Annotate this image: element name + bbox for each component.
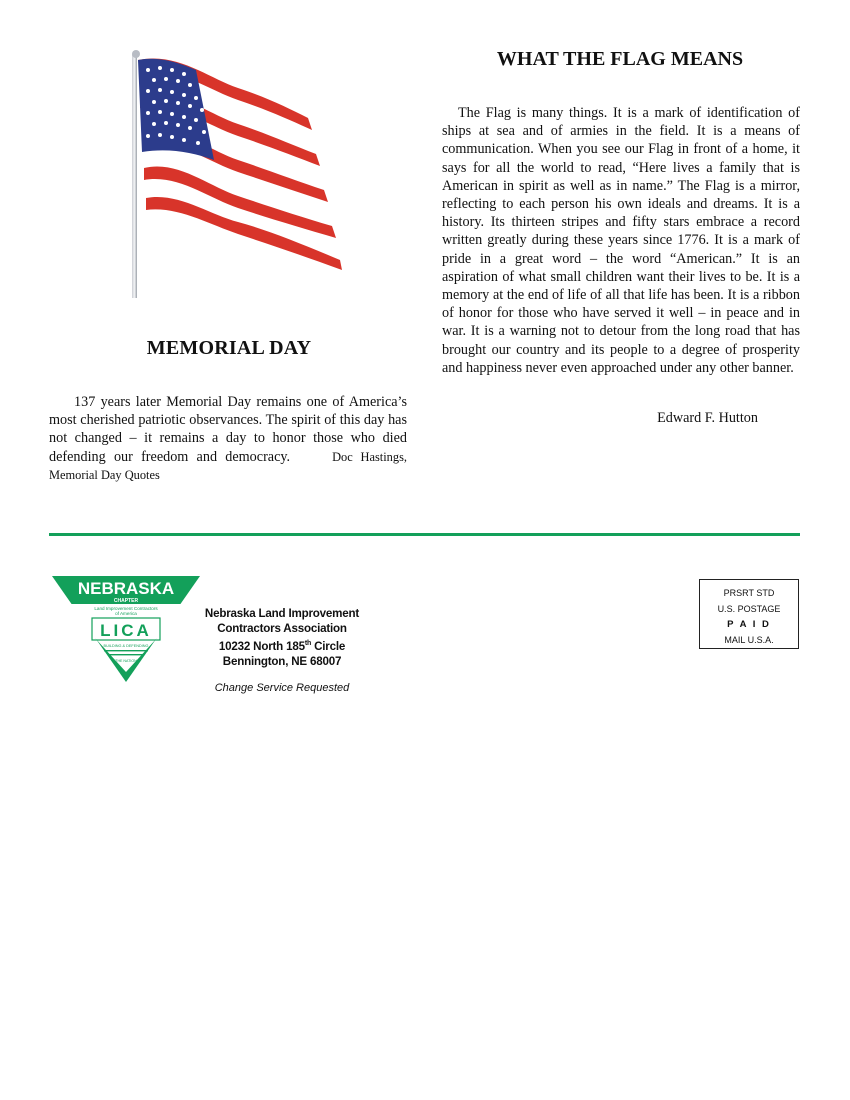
- nebraska-lica-logo: [50, 574, 202, 684]
- address-street: 10232 North 185th Circle: [218, 639, 346, 653]
- logo-acronym: LICA: [100, 621, 152, 640]
- indicia-line-2: U.S. POSTAGE: [717, 603, 781, 614]
- section-divider: [49, 533, 800, 536]
- postage-indicia: [699, 579, 799, 649]
- memorial-day-heading: MEMORIAL DAY: [146, 337, 312, 359]
- indicia-paid: P A I D: [727, 619, 771, 630]
- address-line-1: Nebraska Land Improvement: [204, 607, 360, 620]
- flag-means-heading: WHAT THE FLAG MEANS: [496, 48, 744, 70]
- flag-means-body: The Flag is many things. It is a mark of identification of ships at sea and of armies in the field. It is a means of communication. When you see our Flag in front of a home, it says for all the world to read, “Here lives a family that is American in spirit as well as in name.” The Flag is a mirror, reflecting to each person his own ideals and dreams. It is a history. Its thirteen stripes and fifty stars embrace a record written greatly during these years since 1776. It is a mark of pride in a great word – the word “American.” It is an aspiration of what small children want their lives to be. It is a memory at the end of life of all that life has been. It is a ribbon of honor for those who have served it well – in peace and in war. It is a warning not to detour from the long road that has brought our country and its people to a degree of prosperity and happiness never even approached under any other banner.: [442, 105, 800, 376]
- logo-state-text: NEBRASKA: [77, 579, 175, 598]
- flag-means-signature: Edward F. Hutton: [657, 410, 758, 426]
- indicia-line-4: MAIL U.S.A.: [724, 634, 774, 645]
- flagpole: [132, 54, 137, 298]
- logo-sub: THE NATION: [115, 659, 137, 663]
- address-city: Bennington, NE 68007: [222, 654, 342, 668]
- service-requested-note: Change Service Requested: [214, 682, 350, 694]
- logo-org-line2: of America: [115, 611, 137, 616]
- memorial-day-quote-body: 137 years later Memorial Day remains one of America’s most cherished patriotic observances. The spirit of this day has not changed – it remains a day to honor those who died defending our freedom and democracy.: [49, 394, 407, 465]
- logo-org-line1: Land Improvement Contractors: [94, 606, 158, 611]
- logo-chapter-text: CHAPTER: [113, 598, 139, 604]
- memorial-day-quote: [49, 393, 407, 484]
- indicia-line-1: PRSRT STD: [723, 588, 775, 598]
- american-flag-image: [118, 48, 350, 310]
- memorial-day-quote-attribution: Doc Hastings, Memorial Day Quotes: [49, 449, 407, 482]
- address-line-2: Contractors Association: [217, 622, 347, 635]
- logo-motto: BUILDING & DEFENDING: [103, 644, 149, 648]
- return-address: [200, 606, 364, 669]
- flagpole-finial: [132, 50, 140, 58]
